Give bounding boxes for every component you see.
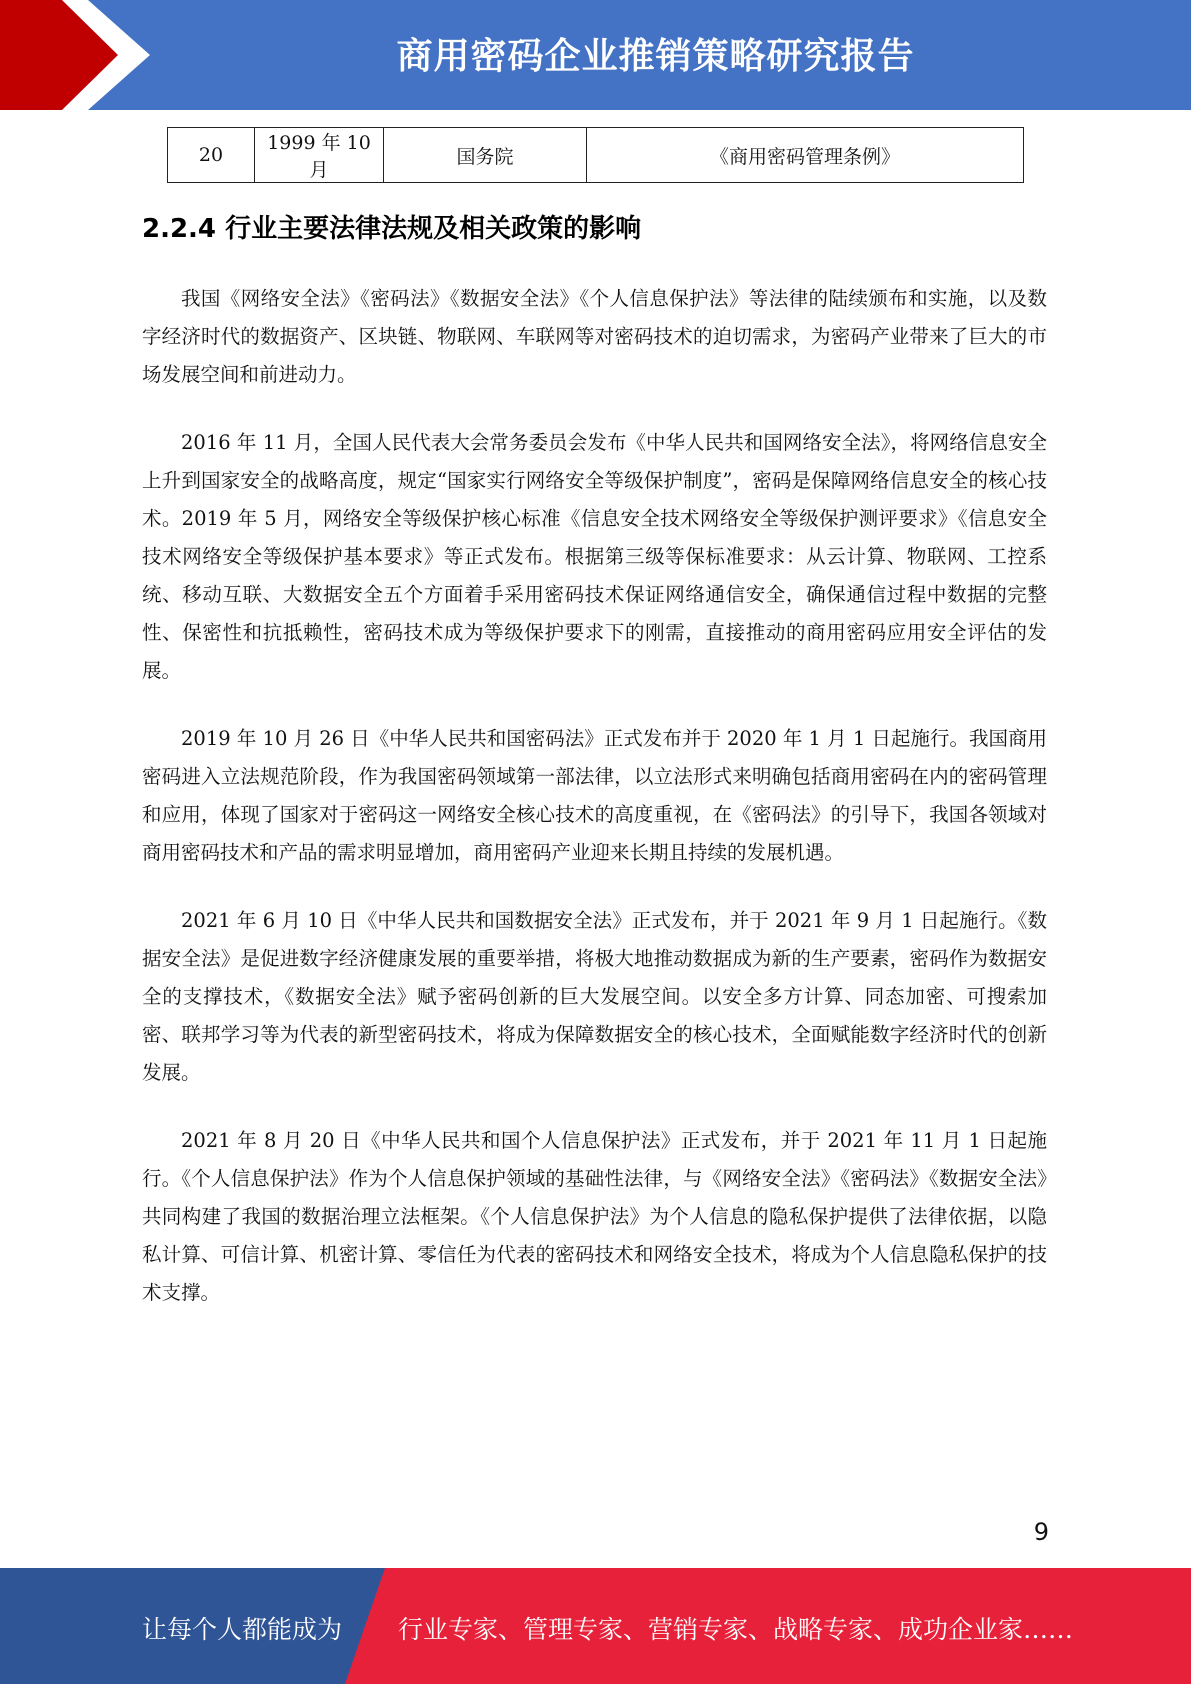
body-text [142, 280, 1047, 1342]
table-row [168, 128, 1024, 183]
table-cell-issuer: 国务院 [384, 128, 587, 183]
paragraph: 2016 年 11 月，全国人民代表大会常务委员会发布《中华人民共和国网络安全法》，将网络信息安全上升到国家安全的战略高度，规定“国家实行网络安全等级保护制度”，密码是保障网络信息安全的核心技术。2019 年 5 月，网络安全等级保护核心标准《信息安全技术网络安全等级保护测评要求》《信息安全技术网络安全等级保护基本要求》等正式发布。根据第三级等保标准要求：从云计算、物联网、工控系统、移动互联、大数据安全五个方面着手采用密码技术保证网络通信安全，确保通信过程中数据的完整性、保密性和抗抵赖性，密码技术成为等级保护要求下的刚需，直接推动的商用密码应用安全评估的发展。 [142, 431, 1047, 682]
footer-slogan-right: 行业专家、管理专家、营销专家、战略专家、成功企业家…… [398, 1615, 1074, 1644]
report-title: 商用密码企业推销策略研究报告 [396, 36, 915, 77]
page-number: 9 [1033, 1518, 1049, 1546]
paragraph: 2021 年 6 月 10 日《中华人民共和国数据安全法》正式发布，并于 2021 年 9 月 1 日起施行。《数据安全法》是促进数字经济健康发展的重要举措，将极大地推动数据成为新的生产要素，密码作为数据安全的支撑技术，《数据安全法》赋予密码创新的巨大发展空间。以安全多方计算、同态加密、可搜索加密、联邦学习等为代表的新型密码技术，将成为保障数据安全的核心技术，全面赋能数字经济时代的创新发展。 [142, 909, 1047, 1084]
footer-slogan-left: 让每个人都能成为 [142, 1615, 343, 1644]
table-cell-document: 《商用密码管理条例》 [587, 128, 1024, 183]
table-cell-no: 20 [168, 128, 255, 183]
paragraph: 我国《网络安全法》《密码法》《数据安全法》《个人信息保护法》等法律的陆续颁布和实施，以及数字经济时代的数据资产、区块链、物联网、车联网等对密码技术的迫切需求，为密码产业带来了巨大的市场发展空间和前进动力。 [142, 287, 1047, 386]
header-arrow-decoration [0, 0, 160, 110]
paragraph: 2021 年 8 月 20 日《中华人民共和国个人信息保护法》正式发布，并于 2021 年 11 月 1 日起施行。《个人信息保护法》作为个人信息保护领域的基础性法律，与《网络安全法》《密码法》《数据安全法》共同构建了我国的数据治理立法框架。《个人信息保护法》为个人信息的隐私保护提供了法律依据，以隐私计算、可信计算、机密计算、零信任为代表的密码技术和网络安全技术，将成为个人信息隐私保护的技术支撑。 [142, 1129, 1047, 1304]
header-banner [0, 0, 1191, 110]
table-cell-date: 1999 年 10 月 [255, 128, 384, 183]
regulations-table [167, 127, 1024, 183]
paragraph: 2019 年 10 月 26 日《中华人民共和国密码法》正式发布并于 2020 年 1 月 1 日起施行。我国商用密码进入立法规范阶段，作为我国密码领域第一部法律，以立法形式来明确包括商用密码在内的密码管理和应用，体现了国家对于密码这一网络安全核心技术的高度重视，在《密码法》的引导下，我国各领域对商用密码技术和产品的需求明显增加，商用密码产业迎来长期且持续的发展机遇。 [142, 727, 1047, 864]
footer-banner [0, 1568, 1191, 1684]
section-heading: 2.2.4 行业主要法律法规及相关政策的影响 [142, 214, 642, 244]
